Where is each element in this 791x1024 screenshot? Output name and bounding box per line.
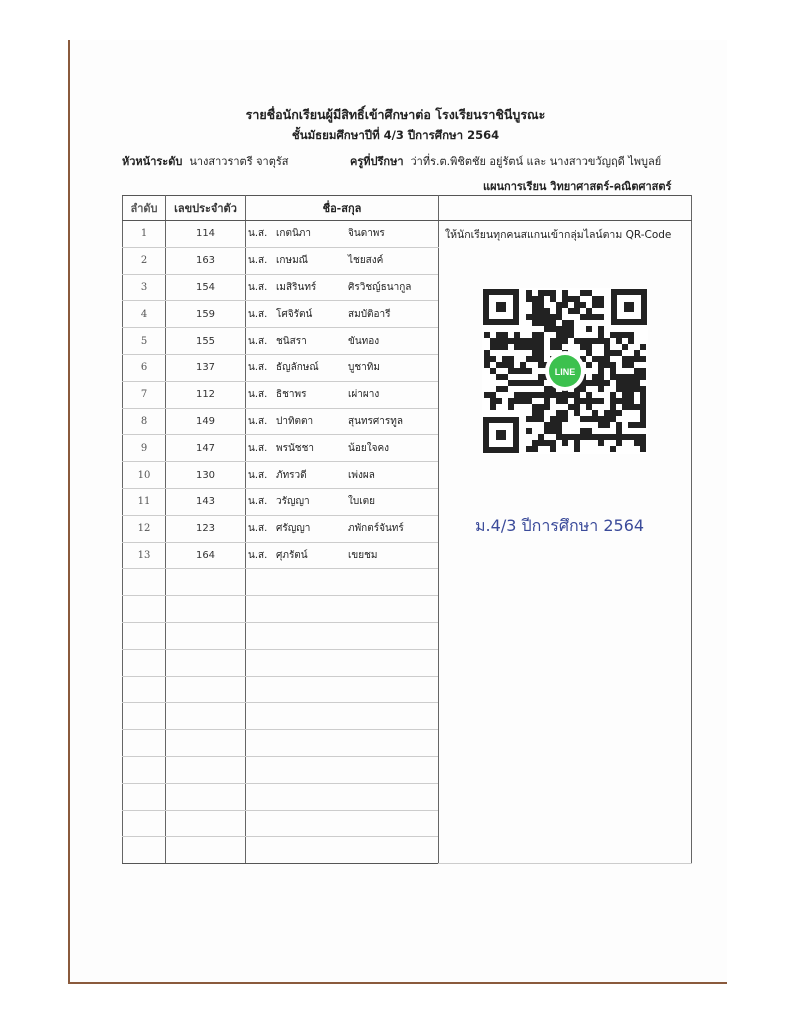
row-number: 8 [123, 408, 166, 435]
col-header-no: ลำดับ [123, 196, 166, 221]
first-name: เมสิรินทร์ [276, 281, 317, 293]
row-number: 6 [123, 354, 166, 381]
student-name [246, 301, 439, 328]
student-name [246, 542, 439, 569]
student-name [246, 783, 439, 810]
last-name: สมบัติอารี [348, 308, 391, 320]
student-id: 112 [166, 381, 246, 408]
student-name [246, 408, 439, 435]
last-name: สุนทรศารทูล [348, 415, 403, 427]
student-id [166, 730, 246, 757]
row-number [123, 622, 166, 649]
student-id [166, 569, 246, 596]
student-name [246, 596, 439, 623]
row-number [123, 837, 166, 864]
name-prefix: น.ส. [248, 469, 268, 481]
first-name: ธัญลักษณ์ [276, 362, 319, 374]
student-id [166, 756, 246, 783]
student-id: 149 [166, 408, 246, 435]
advisor-names: ว่าที่ร.ต.พิชิตชัย อยู่รัตน์ และ นางสาวขวัญฤดี ไพบูลย์ [410, 155, 662, 168]
row-number [123, 596, 166, 623]
row-number [123, 703, 166, 730]
student-id: 164 [166, 542, 246, 569]
first-name: โศจิรัตน์ [276, 308, 313, 320]
student-name [246, 569, 439, 596]
row-number: 4 [123, 301, 166, 328]
student-name [246, 703, 439, 730]
student-name [246, 515, 439, 542]
row-number [123, 810, 166, 837]
advisor-label: ครูที่ปรึกษา [350, 155, 404, 168]
student-name [246, 274, 439, 301]
document-subtitle: ชั้นมัธยมศึกษาปีที่ 4/3 ปีการศึกษา 2564 [291, 128, 500, 142]
student-name [246, 810, 439, 837]
name-prefix: น.ส. [248, 389, 268, 401]
student-name [246, 488, 439, 515]
student-id [166, 596, 246, 623]
first-name: ภัทรวดี [276, 469, 307, 481]
head-name: นางสาวราตรี จาตุรัส [189, 155, 289, 168]
first-name: ศรัญญา [276, 523, 311, 535]
row-number: 13 [123, 542, 166, 569]
student-name [246, 435, 439, 462]
student-id: 137 [166, 354, 246, 381]
name-prefix: น.ส. [248, 228, 268, 240]
study-plan: แผนการเรียน วิทยาศาสตร์-คณิตศาสตร์ [483, 180, 672, 193]
first-name: ธิชาพร [276, 389, 307, 401]
student-name [246, 354, 439, 381]
last-name: ภพักตร์จันทร์ [348, 523, 404, 535]
last-name: จินดาพร [348, 228, 385, 240]
row-number: 10 [123, 462, 166, 489]
first-name: เกตนิภา [276, 228, 312, 240]
student-id [166, 783, 246, 810]
qr-instruction: ให้นักเรียนทุกคนสแกนเข้ากลุ่มไลน์ตาม QR-Code [445, 229, 672, 241]
student-id: 163 [166, 247, 246, 274]
student-id [166, 837, 246, 864]
last-name: ศิรวิชญ์ธนากูล [348, 281, 412, 293]
row-number [123, 649, 166, 676]
first-name: วรัญญา [276, 496, 310, 508]
last-name: เขยชม [348, 549, 378, 561]
student-id: 143 [166, 488, 246, 515]
name-prefix: น.ส. [248, 335, 268, 347]
first-name: เกษมณี [276, 255, 308, 267]
student-id: 159 [166, 301, 246, 328]
student-name [246, 622, 439, 649]
qr-caption: ม.4/3 ปีการศึกษา 2564 [475, 516, 645, 535]
student-id: 123 [166, 515, 246, 542]
last-name: บูชาทิม [348, 362, 380, 374]
col-header-name: ชื่อ-สกุล [246, 196, 439, 221]
name-prefix: น.ส. [248, 281, 268, 293]
student-name [246, 462, 439, 489]
row-number [123, 756, 166, 783]
first-name: ชนิสรา [276, 335, 307, 347]
student-id: 130 [166, 462, 246, 489]
head-label: หัวหน้าระดับ [122, 155, 183, 168]
row-number: 9 [123, 435, 166, 462]
head-of-level [122, 152, 288, 170]
last-name: เผ่าผาง [348, 389, 380, 401]
student-name [246, 381, 439, 408]
student-id [166, 810, 246, 837]
last-name: ใบเตย [348, 496, 376, 508]
row-number: 5 [123, 328, 166, 355]
row-number: 7 [123, 381, 166, 408]
student-name [246, 837, 439, 864]
student-id [166, 676, 246, 703]
row-number [123, 730, 166, 757]
student-id: 155 [166, 328, 246, 355]
col-header-qr [439, 196, 692, 221]
col-header-id: เลขประจำตัว [166, 196, 246, 221]
student-id: 154 [166, 274, 246, 301]
name-prefix: น.ส. [248, 308, 268, 320]
row-number: 3 [123, 274, 166, 301]
name-prefix: น.ส. [248, 523, 268, 535]
student-id: 114 [166, 221, 246, 248]
student-name [246, 756, 439, 783]
student-name [246, 676, 439, 703]
last-name: เพ่งผล [348, 469, 375, 481]
row-number: 1 [123, 221, 166, 248]
advisors [350, 152, 661, 170]
student-name [246, 247, 439, 274]
row-number [123, 569, 166, 596]
name-prefix: น.ส. [248, 496, 268, 508]
row-number: 2 [123, 247, 166, 274]
first-name: ศุภรัตน์ [276, 549, 308, 561]
student-name [246, 221, 439, 248]
student-name [246, 730, 439, 757]
name-prefix: น.ส. [248, 549, 268, 561]
document-title: รายชื่อนักเรียนผู้มีสิทธิ์เข้าศึกษาต่อ โรงเรียนราชินีบูรณะ [245, 107, 546, 122]
first-name: ปาทิตตา [276, 415, 314, 427]
student-id: 147 [166, 435, 246, 462]
name-prefix: น.ส. [248, 415, 268, 427]
last-name: ไชยสงค์ [348, 255, 384, 267]
student-name [246, 328, 439, 355]
line-qr-code [482, 288, 648, 454]
name-prefix: น.ส. [248, 362, 268, 374]
student-name [246, 649, 439, 676]
student-id [166, 622, 246, 649]
line-logo-text: LINE [554, 367, 576, 377]
row-number: 11 [123, 488, 166, 515]
student-id [166, 703, 246, 730]
name-prefix: น.ส. [248, 255, 268, 267]
last-name: ขันทอง [348, 335, 380, 347]
name-prefix: น.ส. [248, 442, 268, 454]
row-number: 12 [123, 515, 166, 542]
student-id [166, 649, 246, 676]
row-number [123, 676, 166, 703]
row-number [123, 783, 166, 810]
last-name: น้อยใจคง [348, 442, 390, 454]
first-name: พรนัชชา [276, 442, 314, 454]
